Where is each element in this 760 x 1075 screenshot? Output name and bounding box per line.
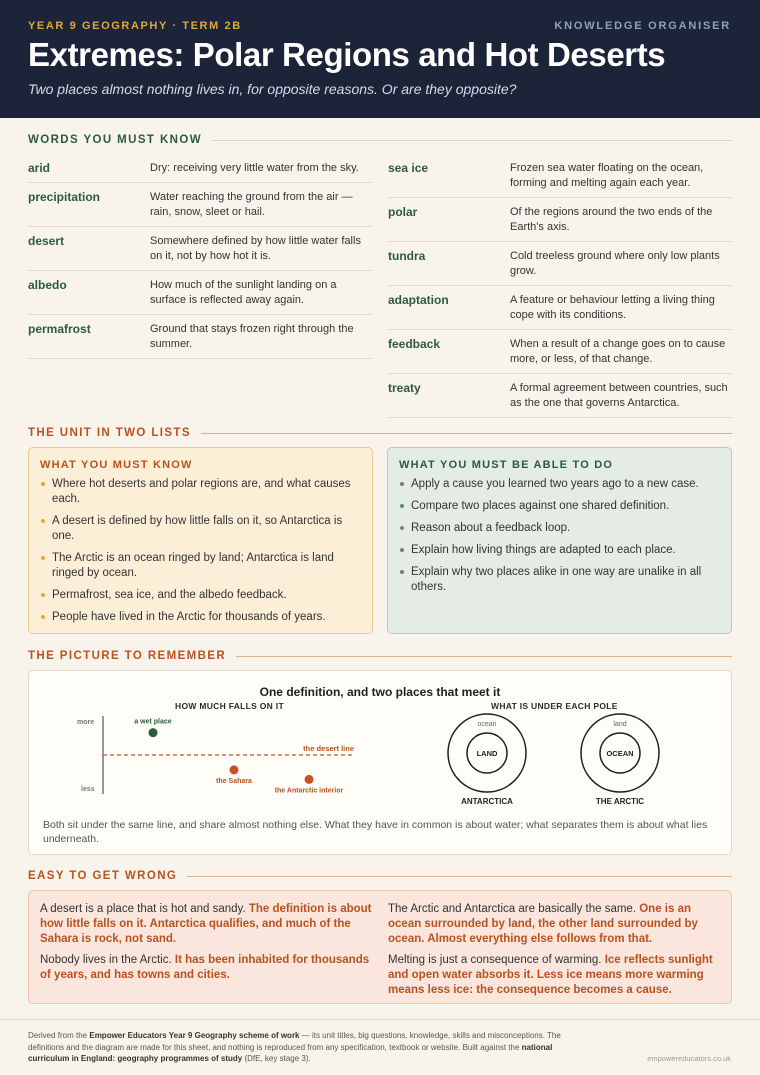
section-heading-lists: THE UNIT IN TWO LISTS [28,426,732,440]
antarctica-inner-label: LAND [476,749,498,758]
arctic-diagram [581,714,659,806]
diagram-svg [29,671,731,816]
place-label: the Sahara [216,777,252,785]
footer-url: empowereducators.co.uk [647,1054,731,1063]
term-definition: A formal agreement between countries, such as the one that governs Antarctica. [510,382,728,409]
page-subtitle: Two places almost nothing lives in, for opposite reasons. Or are they opposite? [28,81,517,97]
list-item: Explain how living things are adapted to each place. [399,543,719,558]
diagram-right-title: WHAT IS UNDER EACH POLE [491,701,618,711]
must-do-box [387,447,732,634]
precipitation-points [134,719,343,795]
term-word: tundra [388,249,426,263]
misconception-correction: Ice reflects sunlight and open water absorbs it. Less ice means more warming means less ice: the consequence becomes a cause. [388,954,713,996]
footer [0,1019,760,1075]
glossary-right-column [388,154,733,418]
place-label: the Antarctic interior [274,787,344,795]
place-label: a wet place [134,718,172,726]
place-point [149,728,158,737]
term-definition: Somewhere defined by how little water falls on it, not by how hot it is. [150,235,361,262]
glossary-term [28,271,373,315]
diagram-caption: Both sit under the same line, and share almost nothing else. What they have in common is about water; what separates them is about what lies underneath. [43,819,708,845]
term-definition: Frozen sea water floating on the ocean, forming and melting again each year. [510,162,704,189]
must-do-heading: WHAT YOU MUST BE ABLE TO DO [399,459,614,471]
desert-line-label: the desert line [303,744,354,753]
antarctica-name: ANTARCTICA [461,797,513,806]
list-item: Apply a cause you learned two years ago to a new case. [399,477,719,492]
glossary-term [388,242,733,286]
must-know-box [28,447,373,634]
glossary-term [28,227,373,271]
place-point [230,765,239,774]
list-item: A desert is defined by how little falls on it, so Antarctica is one. [40,514,360,544]
diagram-title: One definition, and two places that meet it [259,685,501,699]
arctic-outer-label: land [613,721,627,728]
header-banner [0,0,760,118]
axis-label-more: more [77,719,95,726]
misconception-claim: A desert is a place that is hot and sandy. [40,903,246,915]
list-item: People have lived in the Arctic for thousands of years. [40,610,360,625]
term-definition: Dry: receiving very little water from the sky. [150,162,359,174]
page-title: Extremes: Polar Regions and Hot Deserts [28,36,666,73]
glossary-term [28,183,373,227]
antarctica-outer-label: ocean [477,721,497,728]
term-word: permafrost [28,322,91,336]
misconception [40,953,372,983]
list-item: Reason about a feedback loop. [399,521,719,536]
arctic-inner-label: OCEAN [606,749,634,758]
term-word: albedo [28,278,67,292]
source-curriculum: national curriculum in England: geography programmes of study [28,1042,553,1063]
term-definition: A feature or behaviour letting a living thing cope with its conditions. [510,294,715,321]
list-item: Explain why two places alike in one way are unalike in all others. [399,565,719,595]
misconceptions-right [388,902,720,1004]
glossary-term [28,315,373,359]
list-item: Where hot deserts and polar regions are, and what causes each. [40,477,360,507]
term-word: sea ice [388,161,429,175]
must-know-heading: WHAT YOU MUST KNOW [40,459,193,471]
misconception-claim: Melting is just a consequence of warming. [388,954,602,966]
misconception [388,902,720,947]
term-definition: How much of the sunlight landing on a surface is reflected away again. [150,279,337,306]
misconception-claim: The Arctic and Antarctica are basically the same. [388,903,637,915]
misconceptions-left [40,902,372,989]
list-item: The Arctic is an ocean ringed by land; Antarctica is land ringed by ocean. [40,551,360,581]
place-point [305,775,314,784]
list-item: Compare two places against one shared definition. [399,499,719,514]
glossary-term [388,374,733,418]
list-item: Permafrost, sea ice, and the albedo feedback. [40,588,360,603]
glossary-term [28,154,373,183]
document-type-tag: KNOWLEDGE ORGANISER [554,20,731,32]
section-heading-words: WORDS YOU MUST KNOW [28,133,732,147]
course-kicker: YEAR 9 GEOGRAPHY · TERM 2B [28,20,242,32]
term-definition: Cold treeless ground where only low plants grow. [510,250,720,277]
term-word: desert [28,234,65,248]
diagram-left-title: HOW MUCH FALLS ON IT [175,701,284,711]
term-definition: Water reaching the ground from the air — rain, snow, sleet or hail. [150,191,353,218]
glossary-term [388,154,733,198]
term-definition: Ground that stays frozen right through the summer. [150,323,354,350]
must-do-list [388,477,731,595]
must-know-list [29,477,372,625]
misconception-correction: The definition is about how little falls on it. Antarctica qualifies, and much of the Sahara is rock, not sand. [40,903,372,945]
misconception-correction: It has been inhabited for thousands of years, and has towns and cities. [40,954,370,981]
misconception-claim: Nobody lives in the Arctic. [40,954,172,966]
source-note: Derived from the Empower Educators Year 9 Geography scheme of work — its unit titles, big questions, knowledge, skills and misconceptions. The definitions and the diagram are made for this sheet, and nothing is reproduced from any specification, textbook or website. Built against the national curriculum in England: geography programmes of study (DfE, key stage 3). [28,1031,561,1063]
misconception [388,953,720,998]
glossary-left-column [28,154,373,359]
misconception-correction: One is an ocean surrounded by land, the other land surrounded by ocean. Almost everything else follows from that. [388,903,698,945]
misconception [40,902,372,947]
term-word: treaty [388,381,421,395]
antarctica-diagram [448,714,526,806]
arctic-name: THE ARCTIC [595,797,645,806]
term-word: feedback [388,337,441,351]
axis-label-less: less [81,786,95,793]
section-heading-picture: THE PICTURE TO REMEMBER [28,649,732,663]
term-definition: Of the regions around the two ends of the Earth's axis. [510,206,713,233]
term-word: arid [28,161,51,175]
term-definition: When a result of a change goes on to cause more, or less, of that change. [510,338,726,365]
glossary-term [388,330,733,374]
term-word: precipitation [28,190,101,204]
term-word: polar [388,205,418,219]
misconceptions-box [28,890,732,1004]
glossary-term [388,198,733,242]
diagram-panel [28,670,732,855]
glossary-term [388,286,733,330]
term-word: adaptation [388,293,449,307]
source-scheme: Empower Educators Year 9 Geography scheme of work [89,1031,300,1040]
section-heading-wrong: EASY TO GET WRONG [28,869,732,883]
